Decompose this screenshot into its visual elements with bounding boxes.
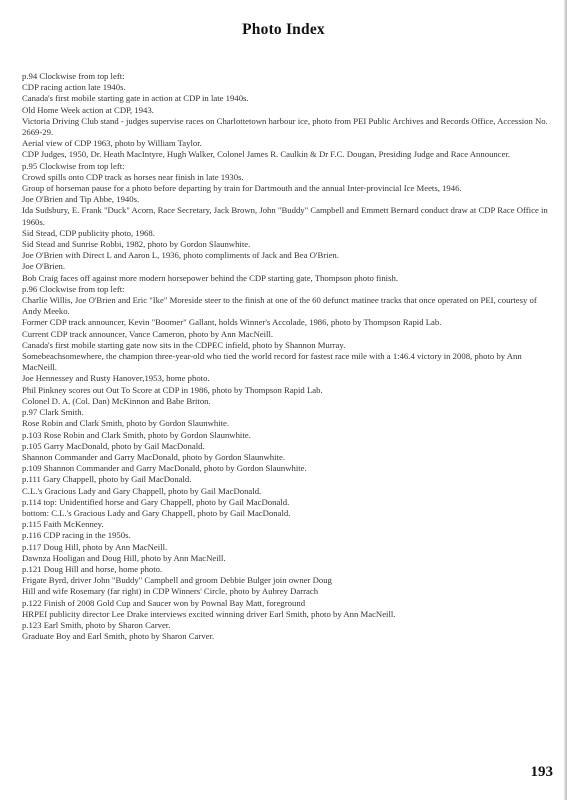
- index-entry: Former CDP track announcer, Kevin "Boomer" Gallant, holds Winner's Accolade, 1986, photo by Thompson Rapid Lab.: [22, 317, 442, 328]
- index-entry: Dawnza Hooligan and Doug Hill, photo by Ann MacNeill.: [22, 552, 226, 563]
- index-entry: Joe Hennessey and Rusty Hanover,1953, home photo.: [22, 373, 210, 384]
- index-entry: p.115 Faith McKenney.: [22, 519, 104, 530]
- index-entry: p.123 Earl Smith, photo by Sharon Carver.: [22, 619, 171, 630]
- index-entry: p.96 Clockwise from top left:: [22, 283, 125, 294]
- index-entry: p.97 Clark Smith.: [22, 407, 84, 418]
- index-entry: Phil Pinkney scores out Out To Score at CDP in 1986, photo by Thompson Rapid Lab.: [22, 384, 323, 395]
- index-entry: p.114 top: Unidentified horse and Gary Chappell, photo by Gail MacDonald.: [22, 496, 290, 507]
- index-entry: Joe O'Brien and Tip Abbe, 1940s.: [22, 194, 140, 205]
- photo-index-list: [22, 71, 552, 642]
- index-entry: Bob Craig faces off against more modern horsepower behind the CDP starting gate, Thompson photo finish.: [22, 272, 398, 283]
- index-entry: Shannon Commander and Garry MacDonald, photo by Gordon Slaunwhite.: [22, 451, 285, 462]
- index-entry: p.105 Garry MacDonald, photo by Gail MacDonald.: [22, 440, 205, 451]
- index-entry: Graduate Boy and Earl Smith, photo by Sharon Carver.: [22, 631, 215, 642]
- index-entry: p.109 Shannon Commander and Garry MacDonald, photo by Gordon Slaunwhite.: [22, 463, 307, 474]
- index-entry: Joe O'Brien with Direct L and Aaron L, 1936, photo compliments of Jack and Bea O'Brien.: [22, 250, 339, 261]
- index-entry: CDP racing action late 1940s.: [22, 82, 126, 93]
- index-entry: Old Home Week action at CDP, 1943.: [22, 104, 154, 115]
- page-number: 193: [530, 764, 553, 780]
- index-entry: Canada's first mobile starting gate now sits in the CDPEC infield, photo by Shannon Murray.: [22, 339, 346, 350]
- index-entry: p.94 Clockwise from top left:: [22, 71, 125, 81]
- index-entry: Current CDP track announcer, Vance Cameron, photo by Ann MacNeill.: [22, 328, 274, 339]
- index-entry: Sid Stead, CDP publicity photo, 1968.: [22, 227, 155, 238]
- index-entry: p.121 Doug Hill and horse, home photo.: [22, 563, 163, 574]
- index-entry: Hill and wife Rosemary (far right) in CDP Winners' Circle, photo by Aubrey Darrach: [22, 586, 319, 597]
- index-entry: p.103 Rose Robin and Clark Smith, photo by Gordon Slaunwhite.: [22, 429, 251, 440]
- index-entry: Canada's first mobile starting gate in action at CDP in late 1940s.: [22, 93, 249, 104]
- index-entry: p.95 Clockwise from top left:: [22, 160, 125, 171]
- index-entry: bottom: C.L.'s Gracious Lady and Gary Chappell, photo by Gail MacDonald.: [22, 507, 291, 518]
- index-entry: C.L.'s Gracious Lady and Gary Chappell, photo by Gail MacDonald.: [22, 485, 262, 496]
- index-entry: Sid Stead and Sunrise Robbi, 1982, photo by Gordon Slaunwhite.: [22, 239, 251, 250]
- index-entry: Colonel D. A. (Col. Dan) McKinnon and Babe Briton.: [22, 395, 211, 406]
- index-entry: Rose Robin and Clark Smith, photo by Gordon Slaunwhite.: [22, 418, 230, 429]
- index-entry: Aerial view of CDP 1963, photo by William Taylor.: [22, 138, 202, 149]
- index-entry: Ida Sudsbury, E. Frank "Duck" Acorn, Race Secretary, Jack Brown, John "Buddy" Campbell and Emmett Bernard conduct draw at CDP Race Office in 1960s.: [22, 205, 548, 227]
- index-entry: p.122 Finish of 2008 Gold Cup and Saucer won by Pownal Bay Matt, foreground: [22, 597, 306, 608]
- index-entry: Frigate Byrd, driver John "Buddy" Campbell and groom Debbie Bulger join owner Doug: [22, 575, 332, 586]
- index-entry: Charlie Willis, Joe O'Brien and Eric "Ike" Moreside steer to the finish at one of the 60 defunct matinee tracks that once operated on PEI, courtesy of Andy Meeko.: [22, 295, 537, 317]
- index-entry: CDP Judges, 1950, Dr. Heath MacIntyre, Hugh Walker, Colonel James R. Caulkin & Dr F.C. Dougan, Presiding Judge and Race Announcer.: [22, 149, 511, 160]
- index-entry: HRPEI publicity director Lee Drake interviews excited winning driver Earl Smith, photo by Ann MacNeill.: [22, 608, 396, 619]
- index-entry: p.116 CDP racing in the 1950s.: [22, 530, 131, 541]
- index-entry: Crowd spills onto CDP track as horses near finish in late 1930s.: [22, 171, 244, 182]
- index-entry: p.111 Gary Chappell, photo by Gail MacDonald.: [22, 474, 192, 485]
- page-title: Photo Index: [242, 21, 325, 38]
- index-entry: Joe O'Brien.: [22, 261, 66, 272]
- index-entry: p.117 Doug Hill, photo by Ann MacNeill.: [22, 541, 168, 552]
- index-entry: Somebeachsomewhere, the champion three-year-old who tied the world record for fastest race mile with a 1:46.4 victory in 2008, photo by Ann MacNeill.: [22, 351, 522, 373]
- index-entry: Victoria Driving Club stand - judges supervise races on Charlottetown harbour ice, photo from PEI Public Archives and Records Office, Accession No. 2669-29.: [22, 115, 548, 138]
- index-entry: Group of horseman pause for a photo before departing by train for Dartmouth and the annual Inter-provincial Ice Meets, 1946.: [22, 183, 462, 194]
